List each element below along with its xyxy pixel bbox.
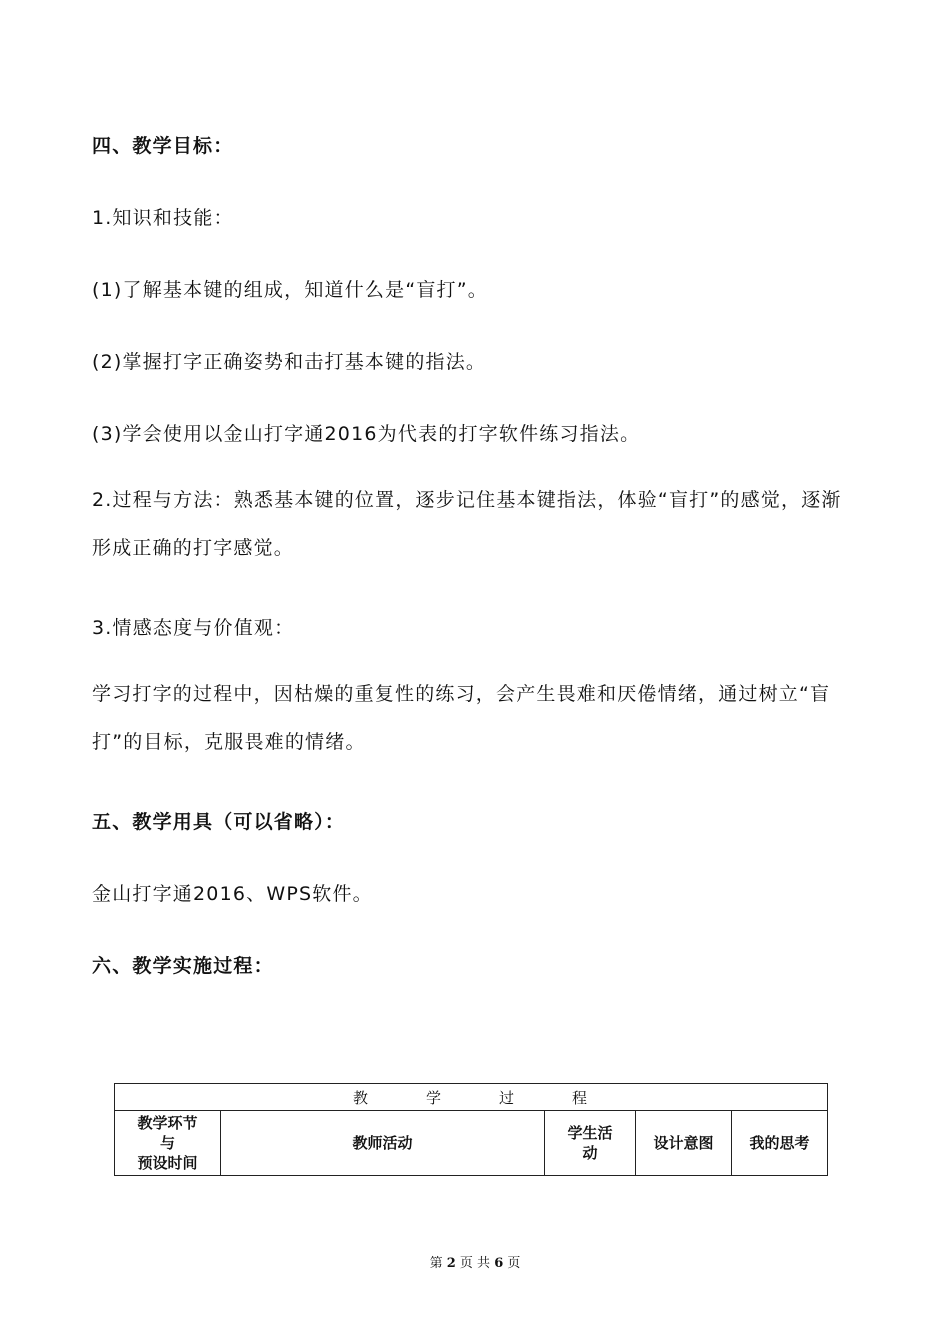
header-stage-line2: 与 xyxy=(159,1134,175,1152)
emotion-values-heading: 3.情感态度与价值观： xyxy=(92,617,295,639)
header-student-line1: 学生活 xyxy=(567,1124,613,1142)
teaching-tools-heading: 五、教学用具（可以省略）： xyxy=(92,811,346,833)
footer-mid: 页 共 xyxy=(459,1256,491,1271)
header-student-line2: 动 xyxy=(582,1144,598,1162)
table-title-char: 教 xyxy=(352,1088,370,1107)
table-title-char: 学 xyxy=(425,1088,443,1107)
header-design-intent: 设计意图 xyxy=(636,1111,732,1176)
implementation-process-heading: 六、教学实施过程： xyxy=(92,955,274,977)
header-stage-line3: 预设时间 xyxy=(137,1154,198,1172)
teaching-tools-text: 金山打字通2016、WPS软件。 xyxy=(92,883,373,905)
emotion-values-paragraph: 学习打字的过程中，因枯燥的重复性的练习，会产生畏难和厌倦情绪，通过树立“盲打”的目标，克服畏难的情绪。 xyxy=(92,683,831,753)
page-footer xyxy=(0,1252,950,1271)
knowledge-skills-heading: 1.知识和技能： xyxy=(92,207,234,229)
footer-page-number: 2 xyxy=(446,1256,456,1271)
objective-item-2: (2)掌握打字正确姿势和击打基本键的指法。 xyxy=(92,351,487,373)
table-title-char: 过 xyxy=(499,1088,517,1107)
header-teacher-activity: 教师活动 xyxy=(221,1111,545,1176)
footer-suffix: 页 xyxy=(507,1256,521,1271)
objective-item-3: (3)学会使用以金山打字通2016为代表的打字软件练习指法。 xyxy=(92,423,641,445)
header-stage-line1: 教学环节 xyxy=(137,1114,198,1132)
teaching-process-table xyxy=(114,1083,828,1176)
header-stage-time xyxy=(115,1111,221,1176)
table-title xyxy=(115,1084,828,1111)
header-student-activity xyxy=(545,1111,636,1176)
header-my-reflection: 我的思考 xyxy=(732,1111,828,1176)
footer-prefix: 第 xyxy=(429,1256,443,1271)
objectives-heading: 四、教学目标： xyxy=(92,135,234,157)
table-title-char: 程 xyxy=(572,1088,590,1107)
objective-item-1: (1)了解基本键的组成，知道什么是“盲打”。 xyxy=(92,279,489,301)
footer-total-pages: 6 xyxy=(494,1256,504,1271)
process-method-paragraph: 2.过程与方法：熟悉基本键的位置，逐步记住基本键指法，体验“盲打”的感觉，逐渐形成正确的打字感觉。 xyxy=(92,489,842,559)
